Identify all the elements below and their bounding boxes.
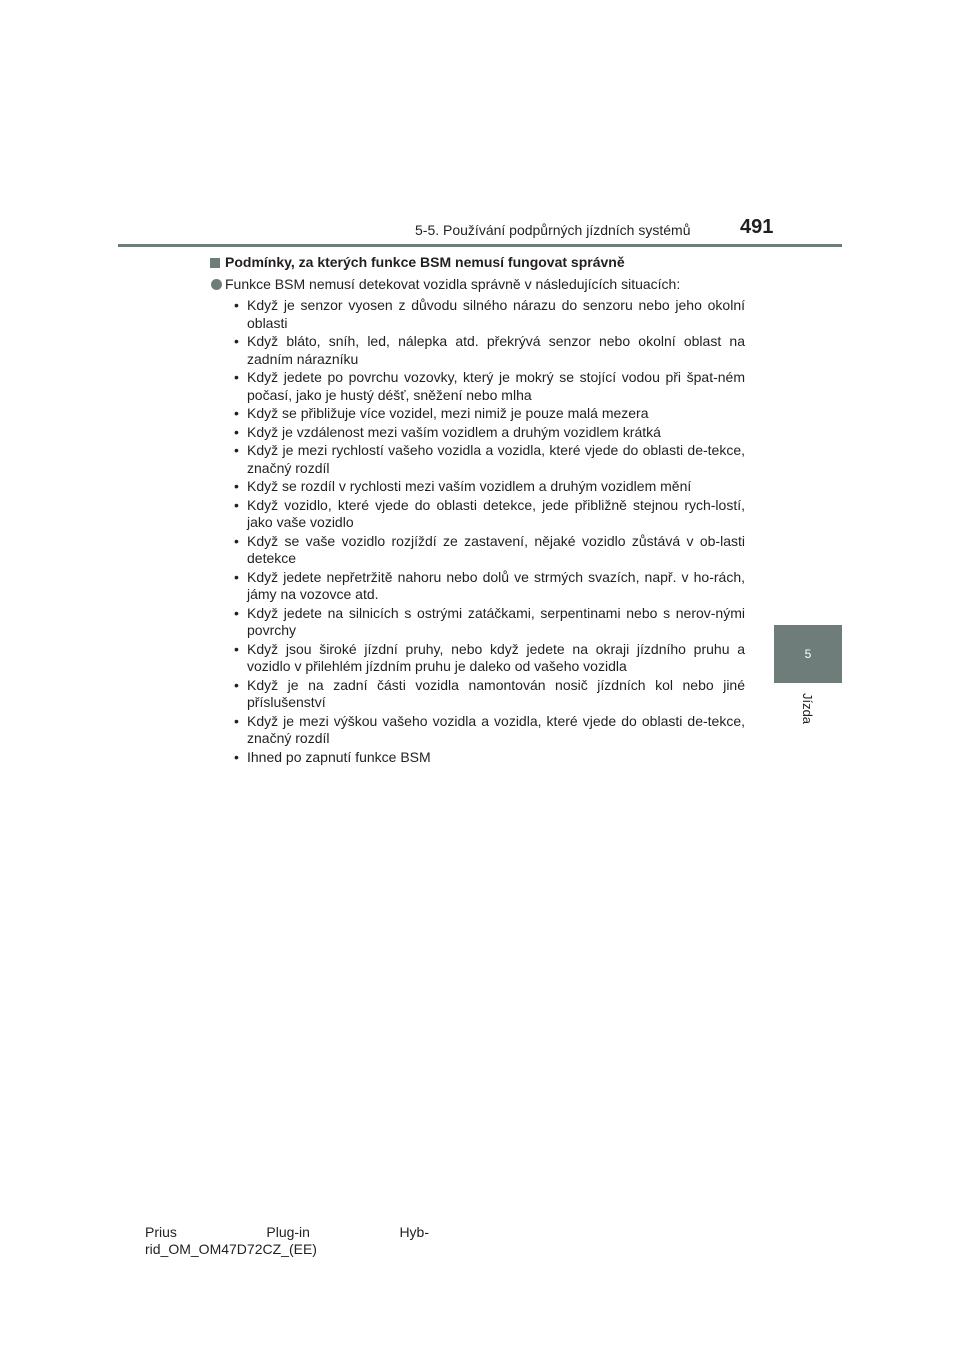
- bullet-mark: •: [234, 496, 239, 513]
- section-heading-text: Podmínky, za kterých funkce BSM nemusí fungovat správně: [225, 254, 625, 270]
- lead-paragraph: [210, 276, 745, 294]
- list-item: [210, 641, 745, 676]
- list-item: [210, 405, 745, 423]
- running-header-section: 5-5. Používání podpůrných jízdních systémů: [415, 222, 691, 238]
- bullet-mark: •: [234, 297, 239, 313]
- list-item: [210, 333, 745, 368]
- list-item-text: Když je vzdálenost mezi vaším vozidlem a druhým vozidlem krátká: [247, 423, 661, 440]
- list-item: [210, 713, 745, 748]
- bullet-mark: •: [234, 568, 239, 585]
- page-number: 491: [740, 216, 774, 238]
- list-item-text: Když jedete na silnicích s ostrými zatáčkami, serpentinami nebo s nerov-nými povrchy: [247, 604, 745, 638]
- list-item: [210, 478, 745, 496]
- lead-text: Funkce BSM nemusí detekovat vozidla správně v následujících situacích:: [225, 275, 681, 292]
- list-item: [210, 442, 745, 477]
- bullet-mark: •: [234, 604, 239, 621]
- list-item: [210, 569, 745, 604]
- list-item: [210, 749, 745, 767]
- list-item-text: Když jsou široké jízdní pruhy, nebo když jedete na okraji jízdního pruhu a vozidlo v přilehlém jízdním pruhu je daleko od vašeho vozidla: [247, 640, 745, 674]
- footer-line-2: rid_OM_OM47D72CZ_(EE): [145, 1241, 317, 1257]
- list-item-text: Když je senzor vyosen z důvodu silného nárazu do senzoru nebo jeho okolní oblasti: [247, 297, 745, 331]
- list-item: [210, 497, 745, 532]
- list-item: [210, 369, 745, 404]
- footer-word-2: Plug-in: [266, 1224, 310, 1240]
- list-item-text: Když vozidlo, které vjede do oblasti detekce, jede přibližně stejnou rych-lostí, jako vaše vozidlo: [247, 496, 745, 530]
- footer-word-3: Hyb-: [399, 1224, 429, 1240]
- bullet-mark: •: [234, 442, 239, 458]
- list-item-text: Když je mezi rychlostí vašeho vozidla a vozidla, které vjede do oblasti de-tekce, značný rozdíl: [247, 442, 745, 476]
- bullet-mark: •: [234, 369, 239, 385]
- list-item-text: Když jedete po povrchu vozovky, který je mokrý se stojící vodou při špat-ném počasí, jako je hustý déšť, sněžení nebo mlha: [247, 369, 745, 403]
- list-item: [210, 424, 745, 442]
- list-item-text: Když se vaše vozidlo rozjíždí ze zastavení, nějaké vozidlo zůstává v ob-lasti detekce: [247, 532, 745, 566]
- list-item-text: Když jedete nepřetržitě nahoru nebo dolů ve strmých svazích, např. v ho-rách, jámy na vozovce atd.: [247, 568, 745, 602]
- list-item: [210, 533, 745, 568]
- bullet-mark: •: [234, 676, 239, 693]
- header-divider: [118, 244, 842, 247]
- section-heading: [210, 254, 745, 272]
- list-item-text: Když je mezi výškou vašeho vozidla a vozidla, které vjede do oblasti de-tekce, značný rozdíl: [247, 712, 745, 746]
- footer-line-1: [145, 1224, 429, 1241]
- main-content: [210, 254, 745, 767]
- bullet-mark: •: [234, 712, 239, 729]
- square-icon: [210, 258, 220, 268]
- list-item: [210, 297, 745, 332]
- list-item-text: Když bláto, sníh, led, nálepka atd. překrývá senzor nebo okolní oblast na zadním nárazníku: [247, 333, 745, 367]
- bullet-mark: •: [234, 478, 239, 494]
- bullet-mark: •: [234, 748, 239, 765]
- list-item-text: Když je na zadní části vozidla namontován nosič jízdních kol nebo jiné příslušenství: [247, 676, 745, 710]
- footer-word-1: Prius: [145, 1224, 177, 1240]
- list-item-text: Když se rozdíl v rychlosti mezi vaším vozidlem a druhým vozidlem mění: [247, 478, 692, 494]
- bullet-mark: •: [234, 405, 239, 421]
- chapter-tab: [774, 625, 842, 683]
- list-item-text: Ihned po zapnutí funkce BSM: [247, 748, 431, 765]
- bullet-list: [210, 297, 745, 766]
- list-item: [210, 677, 745, 712]
- bullet-mark: •: [234, 532, 239, 549]
- bullet-mark: •: [234, 640, 239, 657]
- list-item: [210, 605, 745, 640]
- bullet-mark: •: [234, 423, 239, 440]
- chapter-title: Jízda: [800, 692, 816, 724]
- footer: [145, 1224, 429, 1258]
- bullet-mark: •: [234, 333, 239, 349]
- circle-icon: [211, 279, 222, 290]
- chapter-number: 5: [804, 647, 812, 661]
- chapter-title-box: [774, 683, 842, 733]
- list-item-text: Když se přibližuje více vozidel, mezi nimiž je pouze malá mezera: [247, 405, 649, 421]
